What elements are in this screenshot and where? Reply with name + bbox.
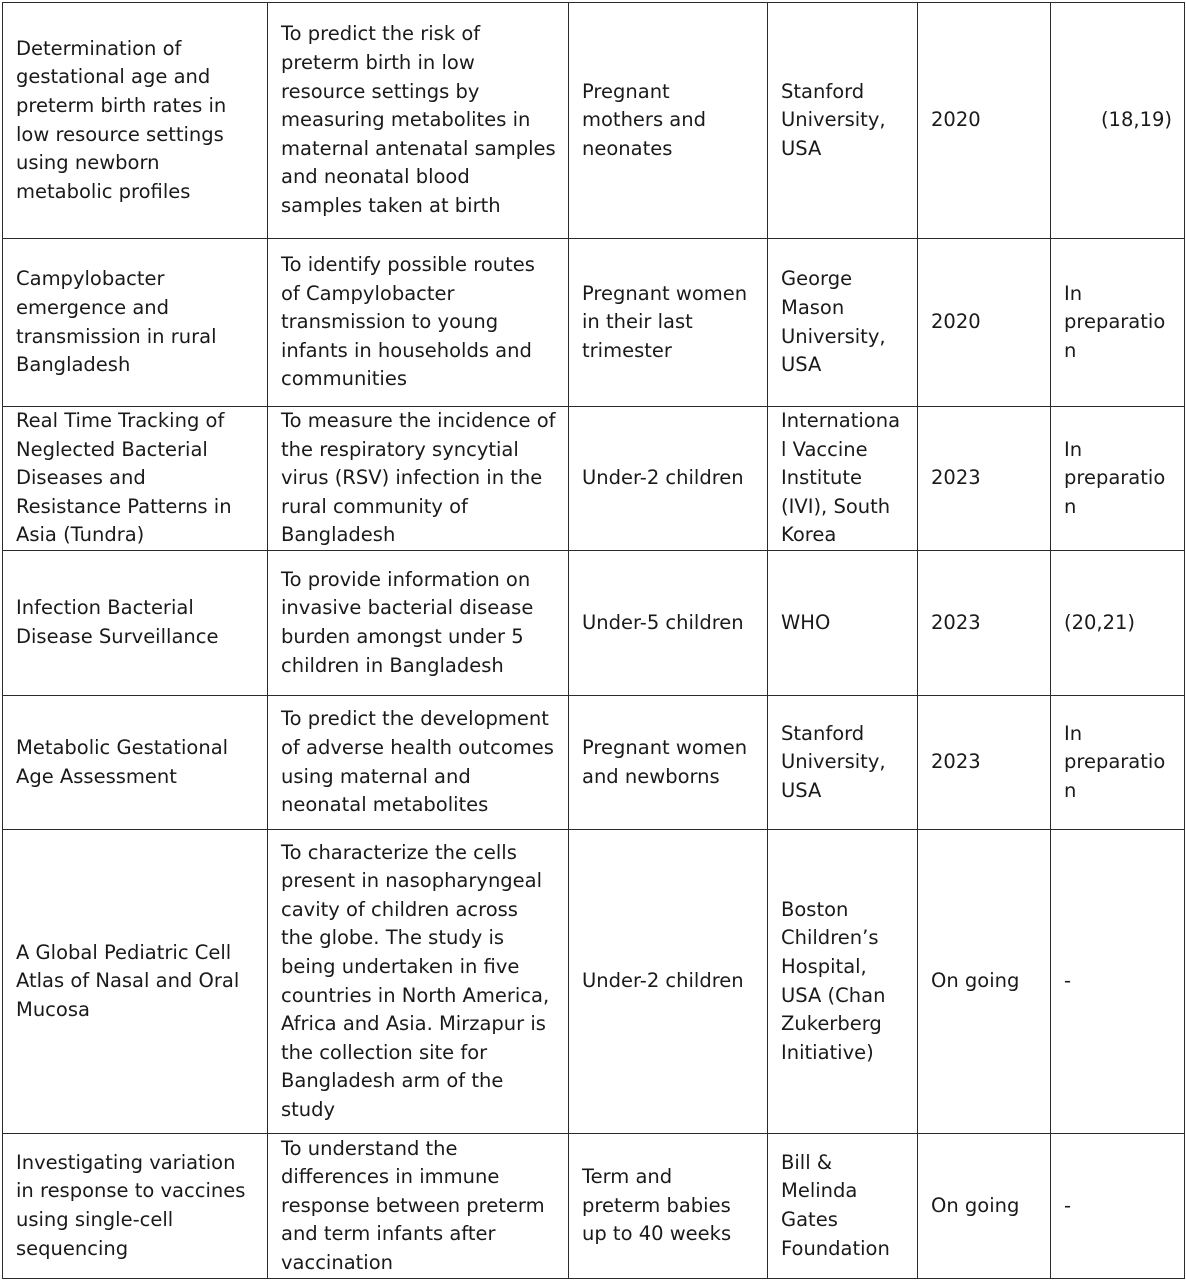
study-year-cell: 2020: [918, 239, 1051, 407]
study-year-cell: 2023: [918, 407, 1051, 551]
study-population-cell: Under-2 children: [569, 407, 768, 551]
study-year-cell: 2023: [918, 696, 1051, 830]
table-row: [3, 830, 1185, 1134]
study-title-cell: Investigating variation in response to vaccines using single-cell sequencing: [3, 1134, 268, 1279]
study-reference-cell: -: [1051, 830, 1185, 1134]
study-title-cell: Determination of gestational age and preterm birth rates in low resource settings using newborn metabolic profiles: [3, 3, 268, 239]
study-title-cell: Infection Bacterial Disease Surveillance: [3, 551, 268, 696]
table-row: [3, 3, 1185, 239]
table-row: [3, 551, 1185, 696]
study-institution-cell: Bill & Melinda Gates Foundation: [768, 1134, 918, 1279]
study-title-cell: Real Time Tracking of Neglected Bacterial Diseases and Resistance Patterns in Asia (Tundra): [3, 407, 268, 551]
study-population-cell: Under-2 children: [569, 830, 768, 1134]
study-reference-cell: In preparatio n: [1051, 239, 1185, 407]
study-population-cell: Under-5 children: [569, 551, 768, 696]
table-row: [3, 1134, 1185, 1279]
study-year-cell: On going: [918, 830, 1051, 1134]
study-objective-cell: To provide information on invasive bacterial disease burden amongst under 5 children in Bangladesh: [268, 551, 569, 696]
study-objective-cell: To characterize the cells present in nasopharyngeal cavity of children across the globe. The study is being undertaken in five countries in North America, Africa and Asia. Mirzapur is the collection site for Bangladesh arm of the study: [268, 830, 569, 1134]
study-title-cell: Campylobacter emergence and transmission in rural Bangladesh: [3, 239, 268, 407]
table-row: [3, 407, 1185, 551]
study-objective-cell: To predict the development of adverse health outcomes using maternal and neonatal metabolites: [268, 696, 569, 830]
study-population-cell: Pregnant mothers and neonates: [569, 3, 768, 239]
study-title-cell: A Global Pediatric Cell Atlas of Nasal and Oral Mucosa: [3, 830, 268, 1134]
studies-table: [2, 2, 1185, 1279]
study-reference-cell: (20,21): [1051, 551, 1185, 696]
table-row: [3, 239, 1185, 407]
study-objective-cell: To understand the differences in immune response between preterm and term infants after vaccination: [268, 1134, 569, 1279]
study-objective-cell: To predict the risk of preterm birth in low resource settings by measuring metabolites in maternal antenatal samples and neonatal blood samples taken at birth: [268, 3, 569, 239]
study-title-cell: Metabolic Gestational Age Assessment: [3, 696, 268, 830]
study-year-cell: 2020: [918, 3, 1051, 239]
study-institution-cell: Stanford University, USA: [768, 3, 918, 239]
study-reference-cell: In preparatio n: [1051, 407, 1185, 551]
study-reference-cell: (18,19): [1051, 3, 1185, 239]
study-population-cell: Pregnant women in their last trimester: [569, 239, 768, 407]
study-year-cell: 2023: [918, 551, 1051, 696]
study-institution-cell: WHO: [768, 551, 918, 696]
table-row: [3, 696, 1185, 830]
study-population-cell: Term and preterm babies up to 40 weeks: [569, 1134, 768, 1279]
study-year-cell: On going: [918, 1134, 1051, 1279]
study-objective-cell: To measure the incidence of the respiratory syncytial virus (RSV) infection in the rural community of Bangladesh: [268, 407, 569, 551]
study-population-cell: Pregnant women and newborns: [569, 696, 768, 830]
study-institution-cell: George Mason University, USA: [768, 239, 918, 407]
study-reference-cell: -: [1051, 1134, 1185, 1279]
study-objective-cell: To identify possible routes of Campylobacter transmission to young infants in households and communities: [268, 239, 569, 407]
study-institution-cell: Boston Children’s Hospital, USA (Chan Zukerberg Initiative): [768, 830, 918, 1134]
study-institution-cell: Internationa l Vaccine Institute (IVI), South Korea: [768, 407, 918, 551]
study-reference-cell: In preparatio n: [1051, 696, 1185, 830]
study-institution-cell: Stanford University, USA: [768, 696, 918, 830]
